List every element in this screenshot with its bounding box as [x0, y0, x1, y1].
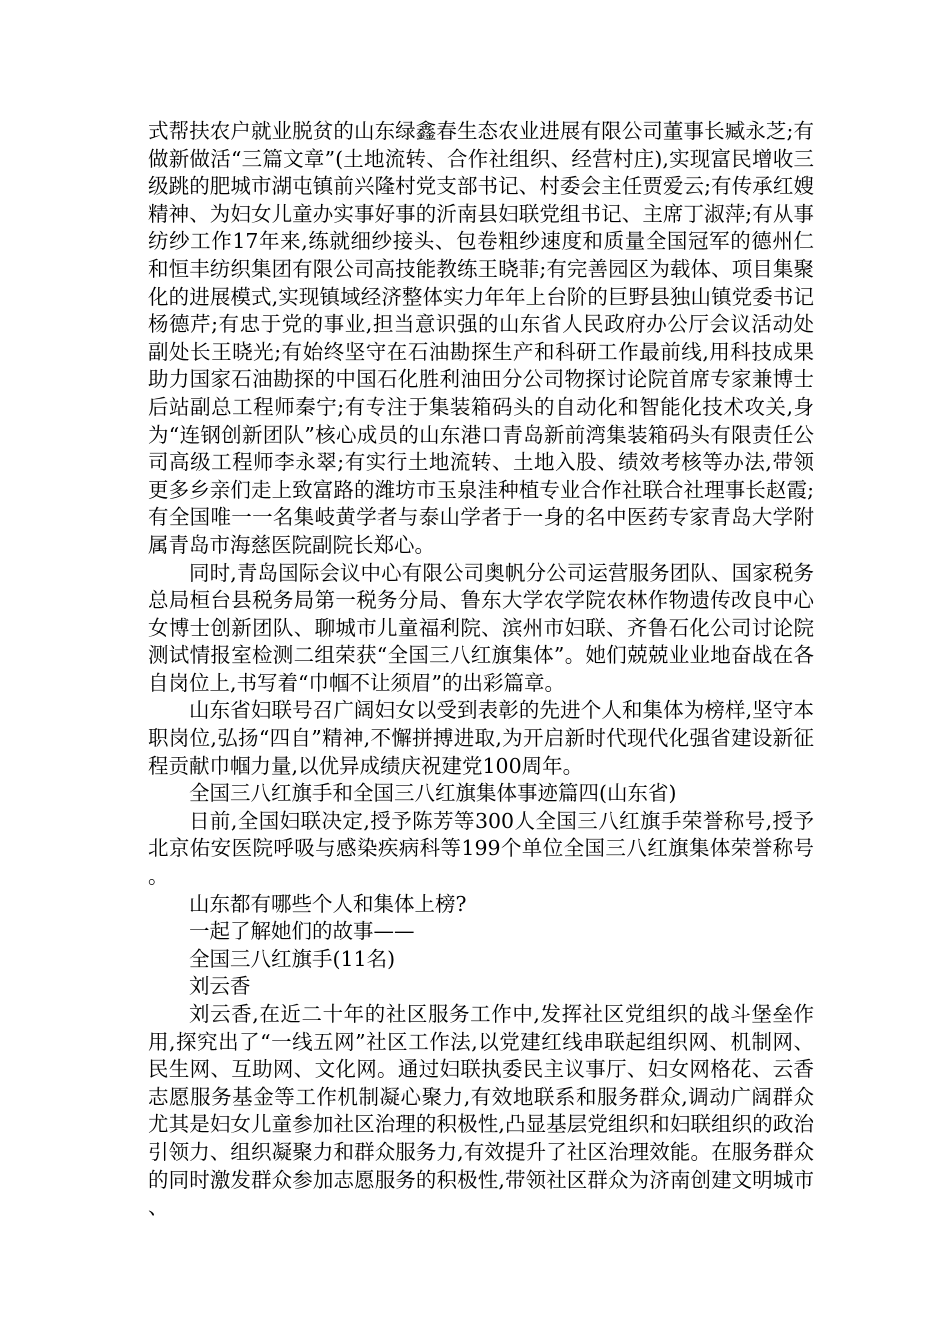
- subheading-honorees: 全国三八红旗手(11名): [189, 946, 396, 971]
- paragraph-call-to-action: 山东省妇联号召广阔妇女以受到表彰的先进个人和集体为榜样,坚守本职岗位,弘扬“四自”精神,不懈拼搏进取,为开启新时代现代化强省建设新征程贡献巾帼力量,以优异成绩庆祝建党100周年。: [148, 698, 814, 778]
- paragraph-intro-stories: 一起了解她们的故事——: [189, 919, 415, 944]
- section-heading: 全国三八红旗手和全国三八红旗集体事迹篇四(山东省): [189, 781, 677, 806]
- paragraph-announcement: 日前,全国妇联决定,授予陈芳等300人全国三八红旗手荣誉称号,授予北京佑安医院呼吸与感染疾病科等199个单位全国三八红旗集体荣誉称号。: [148, 808, 814, 889]
- document-body: [148, 118, 814, 1222]
- paragraph-collectives: 同时,青岛国际会议中心有限公司奥帆分公司运营服务团队、国家税务总局桓台县税务局第一税务分局、鲁东大学农学院农林作物遗传改良中心女博士创新团队、聊城市儿童福利院、滨州市妇联、齐鲁石化公司讨论院测试情报室检测二组荣获“全国三八红旗集体”。她们兢兢业业地奋战在各自岗位上,书写着“巾帼不让须眉”的出彩篇章。: [148, 560, 814, 695]
- paragraph-honoree-story: 刘云香,在近二十年的社区服务工作中,发挥社区党组织的战斗堡垒作用,探究出了“一线五网”社区工作法,以党建红线串联起组织网、机制网、民生网、互助网、文化网。通过妇联执委民主议事厅、妇女网格花、云香志愿服务基金等工作机制凝心聚力,有效地联系和服务群众,调动广阔群众尤其是妇女儿童参加社区治理的积极性,凸显基层党组织和妇联组织的政治引领力、组织凝聚力和群众服务力,有效提升了社区治理效能。在服务群众的同时激发群众参加志愿服务的积极性,带领社区群众为济南创建文明城市、: [148, 1002, 814, 1220]
- paragraph-question: 山东都有哪些个人和集体上榜?: [189, 891, 467, 916]
- honoree-name: 刘云香: [189, 974, 251, 999]
- paragraph-honorees-list: 式帮扶农户就业脱贫的山东绿鑫春生态农业进展有限公司董事长臧永芝;有做新做活“三篇文章”(土地流转、合作社组织、经营村庄),实现富民增收三级跳的肥城市湖屯镇前兴隆村党支部书记、村委会主任贾爱云;有传承红嫂精神、为妇女儿童办实事好事的沂南县妇联党组书记、主席丁淑萍;有从事纺纱工作17年来,练就细纱接头、包卷粗纱速度和质量全国冠军的德州仁和恒丰纺织集团有限公司高技能教练王晓菲;有完善园区为载体、项目集聚化的进展模式,实现镇域经济整体实力年年上台阶的巨野县独山镇党委书记杨德芹;有忠于党的事业,担当意识强的山东省人民政府办公厅会议活动处副处长王晓光;有始终坚守在石油勘探生产和科研工作最前线,用科技成果助力国家石油勘探的中国石化胜利油田分公司物探讨论院首席专家兼博士后站副总工程师秦宁;有专注于集装箱码头的自动化和智能化技术攻关,身为“连钢创新团队”核心成员的山东港口青岛新前湾集装箱码头有限责任公司高级工程师李永翠;有实行土地流转、土地入股、绩效考核等办法,带领更多乡亲们走上致富路的潍坊市玉泉洼种植专业合作社联合社理事长赵霞;有全国唯一一名集岐黄学者与泰山学者于一身的名中医药专家青岛大学附属青岛市海慈医院副院长郑心。: [148, 119, 814, 557]
